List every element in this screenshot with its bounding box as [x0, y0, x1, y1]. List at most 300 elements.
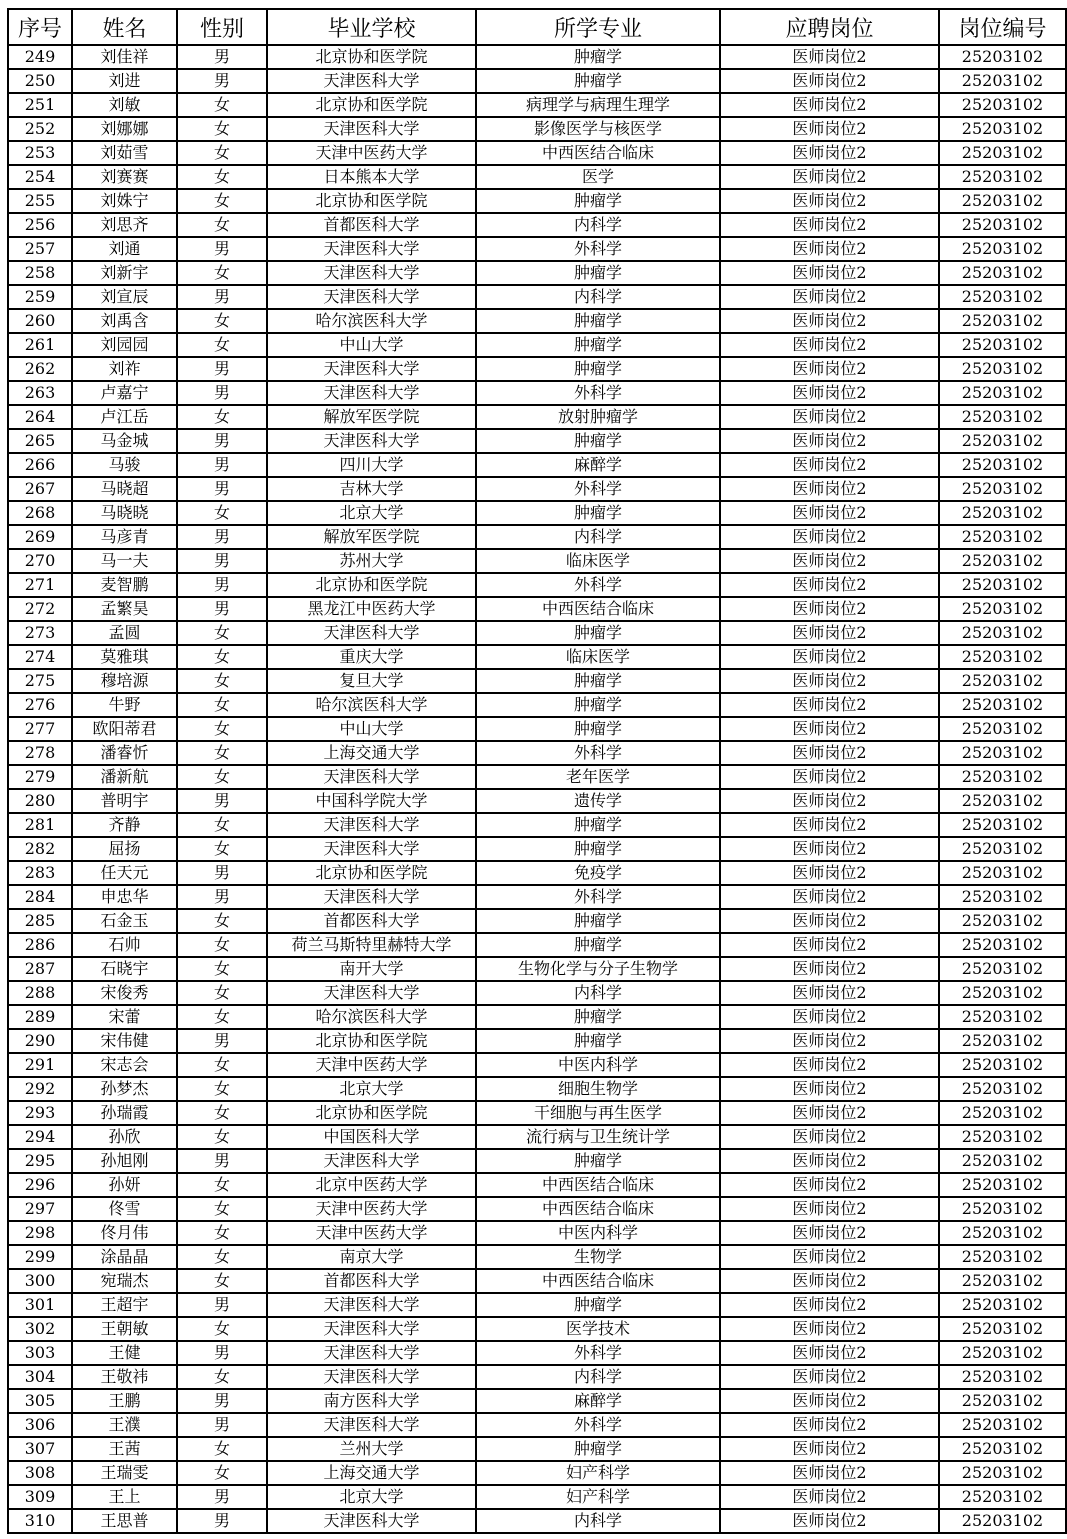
table-row: [8, 1485, 1066, 1509]
name-cell: 马金城: [72, 429, 177, 453]
school-cell: 天津医科大学: [267, 1317, 476, 1341]
table-row: [8, 141, 1066, 165]
position-cell: 医师岗位2: [720, 405, 939, 429]
gender-cell: 男: [177, 1485, 267, 1509]
school-cell: 解放军医学院: [267, 525, 476, 549]
school-cell: 哈尔滨医科大学: [267, 693, 476, 717]
serial-number-cell: 300: [8, 1269, 72, 1293]
name-cell: 刘思齐: [72, 213, 177, 237]
school-cell: 天津医科大学: [267, 69, 476, 93]
gender-cell: 男: [177, 597, 267, 621]
gender-cell: 男: [177, 69, 267, 93]
table-row: [8, 765, 1066, 789]
position-code-cell: 25203102: [939, 621, 1066, 645]
name-cell: 石帅: [72, 933, 177, 957]
gender-cell: 女: [177, 189, 267, 213]
name-cell: 孙欣: [72, 1125, 177, 1149]
school-cell: 首都医科大学: [267, 909, 476, 933]
position-cell: 医师岗位2: [720, 1509, 939, 1533]
position-cell: 医师岗位2: [720, 573, 939, 597]
position-code-cell: 25203102: [939, 165, 1066, 189]
serial-number-cell: 294: [8, 1125, 72, 1149]
serial-number-cell: 305: [8, 1389, 72, 1413]
name-cell: 宋俊秀: [72, 981, 177, 1005]
gender-cell: 女: [177, 909, 267, 933]
school-cell: 南京大学: [267, 1245, 476, 1269]
position-code-cell: 25203102: [939, 1197, 1066, 1221]
school-cell: 中国科学院大学: [267, 789, 476, 813]
table-row: [8, 909, 1066, 933]
name-cell: 王思普: [72, 1509, 177, 1533]
name-cell: 马彦青: [72, 525, 177, 549]
school-cell: 天津医科大学: [267, 813, 476, 837]
name-cell: 刘通: [72, 237, 177, 261]
position-cell: 医师岗位2: [720, 741, 939, 765]
position-code-cell: 25203102: [939, 1365, 1066, 1389]
position-code-cell: 25203102: [939, 765, 1066, 789]
school-cell: 天津中医药大学: [267, 1053, 476, 1077]
major-cell: 肿瘤学: [476, 621, 720, 645]
major-cell: 影像医学与核医学: [476, 117, 720, 141]
table-row: [8, 573, 1066, 597]
table-row: [8, 381, 1066, 405]
serial-number-cell: 274: [8, 645, 72, 669]
major-cell: 肿瘤学: [476, 813, 720, 837]
header-position-code: 岗位编号: [939, 9, 1066, 45]
major-cell: 外科学: [476, 741, 720, 765]
major-cell: 外科学: [476, 1413, 720, 1437]
position-code-cell: 25203102: [939, 1509, 1066, 1533]
name-cell: 潘睿忻: [72, 741, 177, 765]
school-cell: 天津医科大学: [267, 981, 476, 1005]
position-cell: 医师岗位2: [720, 1389, 939, 1413]
table-row: [8, 333, 1066, 357]
name-cell: 石金玉: [72, 909, 177, 933]
position-code-cell: 25203102: [939, 285, 1066, 309]
position-cell: 医师岗位2: [720, 1221, 939, 1245]
serial-number-cell: 275: [8, 669, 72, 693]
table-row: [8, 621, 1066, 645]
position-code-cell: 25203102: [939, 453, 1066, 477]
table-row: [8, 813, 1066, 837]
name-cell: 石晓宇: [72, 957, 177, 981]
name-cell: 马骏: [72, 453, 177, 477]
table-row: [8, 93, 1066, 117]
position-cell: 医师岗位2: [720, 357, 939, 381]
school-cell: 天津医科大学: [267, 285, 476, 309]
position-cell: 医师岗位2: [720, 1149, 939, 1173]
table-row: [8, 525, 1066, 549]
position-cell: 医师岗位2: [720, 1101, 939, 1125]
header-name: 姓名: [72, 9, 177, 45]
gender-cell: 女: [177, 501, 267, 525]
name-cell: 王超宇: [72, 1293, 177, 1317]
table-row: [8, 1101, 1066, 1125]
table-row: [8, 1053, 1066, 1077]
serial-number-cell: 257: [8, 237, 72, 261]
position-cell: 医师岗位2: [720, 1413, 939, 1437]
school-cell: 上海交通大学: [267, 1461, 476, 1485]
position-cell: 医师岗位2: [720, 693, 939, 717]
major-cell: 肿瘤学: [476, 1029, 720, 1053]
position-code-cell: 25203102: [939, 381, 1066, 405]
serial-number-cell: 264: [8, 405, 72, 429]
name-cell: 任天元: [72, 861, 177, 885]
position-cell: 医师岗位2: [720, 909, 939, 933]
table-row: [8, 669, 1066, 693]
position-code-cell: 25203102: [939, 93, 1066, 117]
gender-cell: 女: [177, 1245, 267, 1269]
position-cell: 医师岗位2: [720, 1005, 939, 1029]
table-row: [8, 1461, 1066, 1485]
major-cell: 外科学: [476, 573, 720, 597]
name-cell: 王朝敏: [72, 1317, 177, 1341]
school-cell: 天津医科大学: [267, 885, 476, 909]
name-cell: 刘进: [72, 69, 177, 93]
school-cell: 兰州大学: [267, 1437, 476, 1461]
table-row: [8, 1341, 1066, 1365]
gender-cell: 男: [177, 861, 267, 885]
name-cell: 刘姝宁: [72, 189, 177, 213]
major-cell: 麻醉学: [476, 1389, 720, 1413]
position-code-cell: 25203102: [939, 933, 1066, 957]
serial-number-cell: 271: [8, 573, 72, 597]
position-code-cell: 25203102: [939, 1317, 1066, 1341]
serial-number-cell: 272: [8, 597, 72, 621]
table-row: [8, 1005, 1066, 1029]
major-cell: 遗传学: [476, 789, 720, 813]
major-cell: 肿瘤学: [476, 45, 720, 69]
name-cell: 孟繁昊: [72, 597, 177, 621]
major-cell: 免疫学: [476, 861, 720, 885]
gender-cell: 女: [177, 1197, 267, 1221]
gender-cell: 男: [177, 1509, 267, 1533]
gender-cell: 女: [177, 93, 267, 117]
position-code-cell: 25203102: [939, 1269, 1066, 1293]
gender-cell: 男: [177, 237, 267, 261]
serial-number-cell: 267: [8, 477, 72, 501]
position-cell: 医师岗位2: [720, 1125, 939, 1149]
gender-cell: 女: [177, 717, 267, 741]
table-row: [8, 261, 1066, 285]
position-cell: 医师岗位2: [720, 69, 939, 93]
school-cell: 解放军医学院: [267, 405, 476, 429]
school-cell: 天津医科大学: [267, 117, 476, 141]
position-cell: 医师岗位2: [720, 93, 939, 117]
name-cell: 麦智鹏: [72, 573, 177, 597]
position-code-cell: 25203102: [939, 789, 1066, 813]
school-cell: 苏州大学: [267, 549, 476, 573]
school-cell: 南开大学: [267, 957, 476, 981]
major-cell: 中西医结合临床: [476, 597, 720, 621]
major-cell: 肿瘤学: [476, 717, 720, 741]
gender-cell: 女: [177, 165, 267, 189]
major-cell: 中西医结合临床: [476, 141, 720, 165]
table-row: [8, 309, 1066, 333]
position-code-cell: 25203102: [939, 669, 1066, 693]
table-row: [8, 885, 1066, 909]
table-row: [8, 501, 1066, 525]
major-cell: 病理学与病理生理学: [476, 93, 720, 117]
position-code-cell: 25203102: [939, 1245, 1066, 1269]
school-cell: 天津医科大学: [267, 429, 476, 453]
position-cell: 医师岗位2: [720, 189, 939, 213]
table-row: [8, 933, 1066, 957]
position-code-cell: 25203102: [939, 837, 1066, 861]
name-cell: 申忠华: [72, 885, 177, 909]
school-cell: 天津医科大学: [267, 357, 476, 381]
gender-cell: 男: [177, 885, 267, 909]
major-cell: 中医内科学: [476, 1053, 720, 1077]
major-cell: 肿瘤学: [476, 333, 720, 357]
table-row: [8, 1509, 1066, 1533]
position-code-cell: 25203102: [939, 981, 1066, 1005]
name-cell: 刘佳祥: [72, 45, 177, 69]
serial-number-cell: 302: [8, 1317, 72, 1341]
serial-number-cell: 309: [8, 1485, 72, 1509]
gender-cell: 女: [177, 1077, 267, 1101]
major-cell: 中西医结合临床: [476, 1269, 720, 1293]
table-row: [8, 549, 1066, 573]
serial-number-cell: 260: [8, 309, 72, 333]
serial-number-cell: 290: [8, 1029, 72, 1053]
serial-number-cell: 285: [8, 909, 72, 933]
name-cell: 宛瑞杰: [72, 1269, 177, 1293]
school-cell: 南方医科大学: [267, 1389, 476, 1413]
major-cell: 内科学: [476, 525, 720, 549]
gender-cell: 女: [177, 1005, 267, 1029]
school-cell: 北京大学: [267, 501, 476, 525]
position-cell: 医师岗位2: [720, 309, 939, 333]
school-cell: 天津医科大学: [267, 1365, 476, 1389]
school-cell: 天津中医药大学: [267, 141, 476, 165]
gender-cell: 男: [177, 525, 267, 549]
serial-number-cell: 262: [8, 357, 72, 381]
serial-number-cell: 308: [8, 1461, 72, 1485]
position-code-cell: 25203102: [939, 525, 1066, 549]
position-code-cell: 25203102: [939, 1413, 1066, 1437]
position-cell: 医师岗位2: [720, 453, 939, 477]
position-code-cell: 25203102: [939, 1125, 1066, 1149]
major-cell: 妇产科学: [476, 1461, 720, 1485]
serial-number-cell: 254: [8, 165, 72, 189]
serial-number-cell: 273: [8, 621, 72, 645]
major-cell: 外科学: [476, 237, 720, 261]
name-cell: 孙瑞霞: [72, 1101, 177, 1125]
name-cell: 王瑞雯: [72, 1461, 177, 1485]
major-cell: 外科学: [476, 1341, 720, 1365]
name-cell: 王鹏: [72, 1389, 177, 1413]
serial-number-cell: 291: [8, 1053, 72, 1077]
position-code-cell: 25203102: [939, 957, 1066, 981]
position-code-cell: 25203102: [939, 477, 1066, 501]
major-cell: 麻醉学: [476, 453, 720, 477]
position-code-cell: 25203102: [939, 645, 1066, 669]
gender-cell: 男: [177, 1149, 267, 1173]
gender-cell: 女: [177, 309, 267, 333]
position-code-cell: 25203102: [939, 309, 1066, 333]
table-row: [8, 981, 1066, 1005]
position-code-cell: 25203102: [939, 1293, 1066, 1317]
position-cell: 医师岗位2: [720, 1293, 939, 1317]
position-cell: 医师岗位2: [720, 429, 939, 453]
table-row: [8, 1125, 1066, 1149]
school-cell: 哈尔滨医科大学: [267, 309, 476, 333]
table-row: [8, 597, 1066, 621]
major-cell: 肿瘤学: [476, 693, 720, 717]
position-code-cell: 25203102: [939, 909, 1066, 933]
major-cell: 肿瘤学: [476, 1005, 720, 1029]
major-cell: 肿瘤学: [476, 933, 720, 957]
gender-cell: 女: [177, 1365, 267, 1389]
table-row: [8, 237, 1066, 261]
serial-number-cell: 283: [8, 861, 72, 885]
name-cell: 欧阳蒂君: [72, 717, 177, 741]
school-cell: 黑龙江中医药大学: [267, 597, 476, 621]
major-cell: 干细胞与再生医学: [476, 1101, 720, 1125]
name-cell: 王茜: [72, 1437, 177, 1461]
name-cell: 普明宇: [72, 789, 177, 813]
serial-number-cell: 251: [8, 93, 72, 117]
serial-number-cell: 249: [8, 45, 72, 69]
gender-cell: 女: [177, 621, 267, 645]
table-row: [8, 741, 1066, 765]
school-cell: 中山大学: [267, 333, 476, 357]
position-cell: 医师岗位2: [720, 381, 939, 405]
position-code-cell: 25203102: [939, 261, 1066, 285]
position-cell: 医师岗位2: [720, 597, 939, 621]
serial-number-cell: 289: [8, 1005, 72, 1029]
school-cell: 天津医科大学: [267, 261, 476, 285]
serial-number-cell: 310: [8, 1509, 72, 1533]
table-row: [8, 117, 1066, 141]
name-cell: 齐静: [72, 813, 177, 837]
serial-number-cell: 261: [8, 333, 72, 357]
serial-number-cell: 288: [8, 981, 72, 1005]
position-code-cell: 25203102: [939, 813, 1066, 837]
name-cell: 王健: [72, 1341, 177, 1365]
serial-number-cell: 253: [8, 141, 72, 165]
serial-number-cell: 299: [8, 1245, 72, 1269]
position-code-cell: 25203102: [939, 501, 1066, 525]
serial-number-cell: 250: [8, 69, 72, 93]
gender-cell: 男: [177, 573, 267, 597]
serial-number-cell: 256: [8, 213, 72, 237]
gender-cell: 男: [177, 1293, 267, 1317]
gender-cell: 女: [177, 981, 267, 1005]
major-cell: 肿瘤学: [476, 909, 720, 933]
position-cell: 医师岗位2: [720, 237, 939, 261]
major-cell: 临床医学: [476, 549, 720, 573]
position-code-cell: 25203102: [939, 237, 1066, 261]
position-cell: 医师岗位2: [720, 1197, 939, 1221]
position-cell: 医师岗位2: [720, 1461, 939, 1485]
position-cell: 医师岗位2: [720, 1173, 939, 1197]
table-row: [8, 1173, 1066, 1197]
table-row: [8, 477, 1066, 501]
school-cell: 首都医科大学: [267, 213, 476, 237]
table-row: [8, 429, 1066, 453]
major-cell: 内科学: [476, 1365, 720, 1389]
major-cell: 医学技术: [476, 1317, 720, 1341]
major-cell: 肿瘤学: [476, 429, 720, 453]
serial-number-cell: 255: [8, 189, 72, 213]
school-cell: 北京协和医学院: [267, 573, 476, 597]
major-cell: 临床医学: [476, 645, 720, 669]
major-cell: 外科学: [476, 885, 720, 909]
position-code-cell: 25203102: [939, 357, 1066, 381]
table-row: [8, 837, 1066, 861]
position-cell: 医师岗位2: [720, 1365, 939, 1389]
table-row: [8, 357, 1066, 381]
table-row: [8, 213, 1066, 237]
school-cell: 日本熊本大学: [267, 165, 476, 189]
position-cell: 医师岗位2: [720, 669, 939, 693]
position-cell: 医师岗位2: [720, 1269, 939, 1293]
gender-cell: 女: [177, 1125, 267, 1149]
position-cell: 医师岗位2: [720, 333, 939, 357]
table-row: [8, 1389, 1066, 1413]
name-cell: 佟雪: [72, 1197, 177, 1221]
major-cell: 肿瘤学: [476, 189, 720, 213]
table-row: [8, 453, 1066, 477]
school-cell: 吉林大学: [267, 477, 476, 501]
name-cell: 王濮: [72, 1413, 177, 1437]
position-cell: 医师岗位2: [720, 933, 939, 957]
serial-number-cell: 263: [8, 381, 72, 405]
gender-cell: 男: [177, 549, 267, 573]
gender-cell: 女: [177, 645, 267, 669]
table-row: [8, 405, 1066, 429]
table-row: [8, 693, 1066, 717]
position-code-cell: 25203102: [939, 189, 1066, 213]
position-cell: 医师岗位2: [720, 981, 939, 1005]
gender-cell: 男: [177, 429, 267, 453]
name-cell: 佟月伟: [72, 1221, 177, 1245]
position-code-cell: 25203102: [939, 117, 1066, 141]
major-cell: 内科学: [476, 285, 720, 309]
school-cell: 北京大学: [267, 1485, 476, 1509]
gender-cell: 女: [177, 1269, 267, 1293]
position-code-cell: 25203102: [939, 1101, 1066, 1125]
table-header: [8, 9, 1066, 45]
school-cell: 天津医科大学: [267, 1509, 476, 1533]
serial-number-cell: 258: [8, 261, 72, 285]
position-cell: 医师岗位2: [720, 1437, 939, 1461]
gender-cell: 女: [177, 693, 267, 717]
serial-number-cell: 265: [8, 429, 72, 453]
name-cell: 刘宣辰: [72, 285, 177, 309]
table-row: [8, 165, 1066, 189]
gender-cell: 男: [177, 381, 267, 405]
gender-cell: 女: [177, 813, 267, 837]
gender-cell: 女: [177, 117, 267, 141]
school-cell: 天津医科大学: [267, 1413, 476, 1437]
header-position: 应聘岗位: [720, 9, 939, 45]
name-cell: 孙旭刚: [72, 1149, 177, 1173]
position-cell: 医师岗位2: [720, 645, 939, 669]
school-cell: 北京大学: [267, 1077, 476, 1101]
position-cell: 医师岗位2: [720, 1053, 939, 1077]
school-cell: 复旦大学: [267, 669, 476, 693]
header-gender: 性别: [177, 9, 267, 45]
school-cell: 哈尔滨医科大学: [267, 1005, 476, 1029]
major-cell: 流行病与卫生统计学: [476, 1125, 720, 1149]
position-code-cell: 25203102: [939, 885, 1066, 909]
gender-cell: 女: [177, 933, 267, 957]
position-code-cell: 25203102: [939, 693, 1066, 717]
name-cell: 刘祚: [72, 357, 177, 381]
